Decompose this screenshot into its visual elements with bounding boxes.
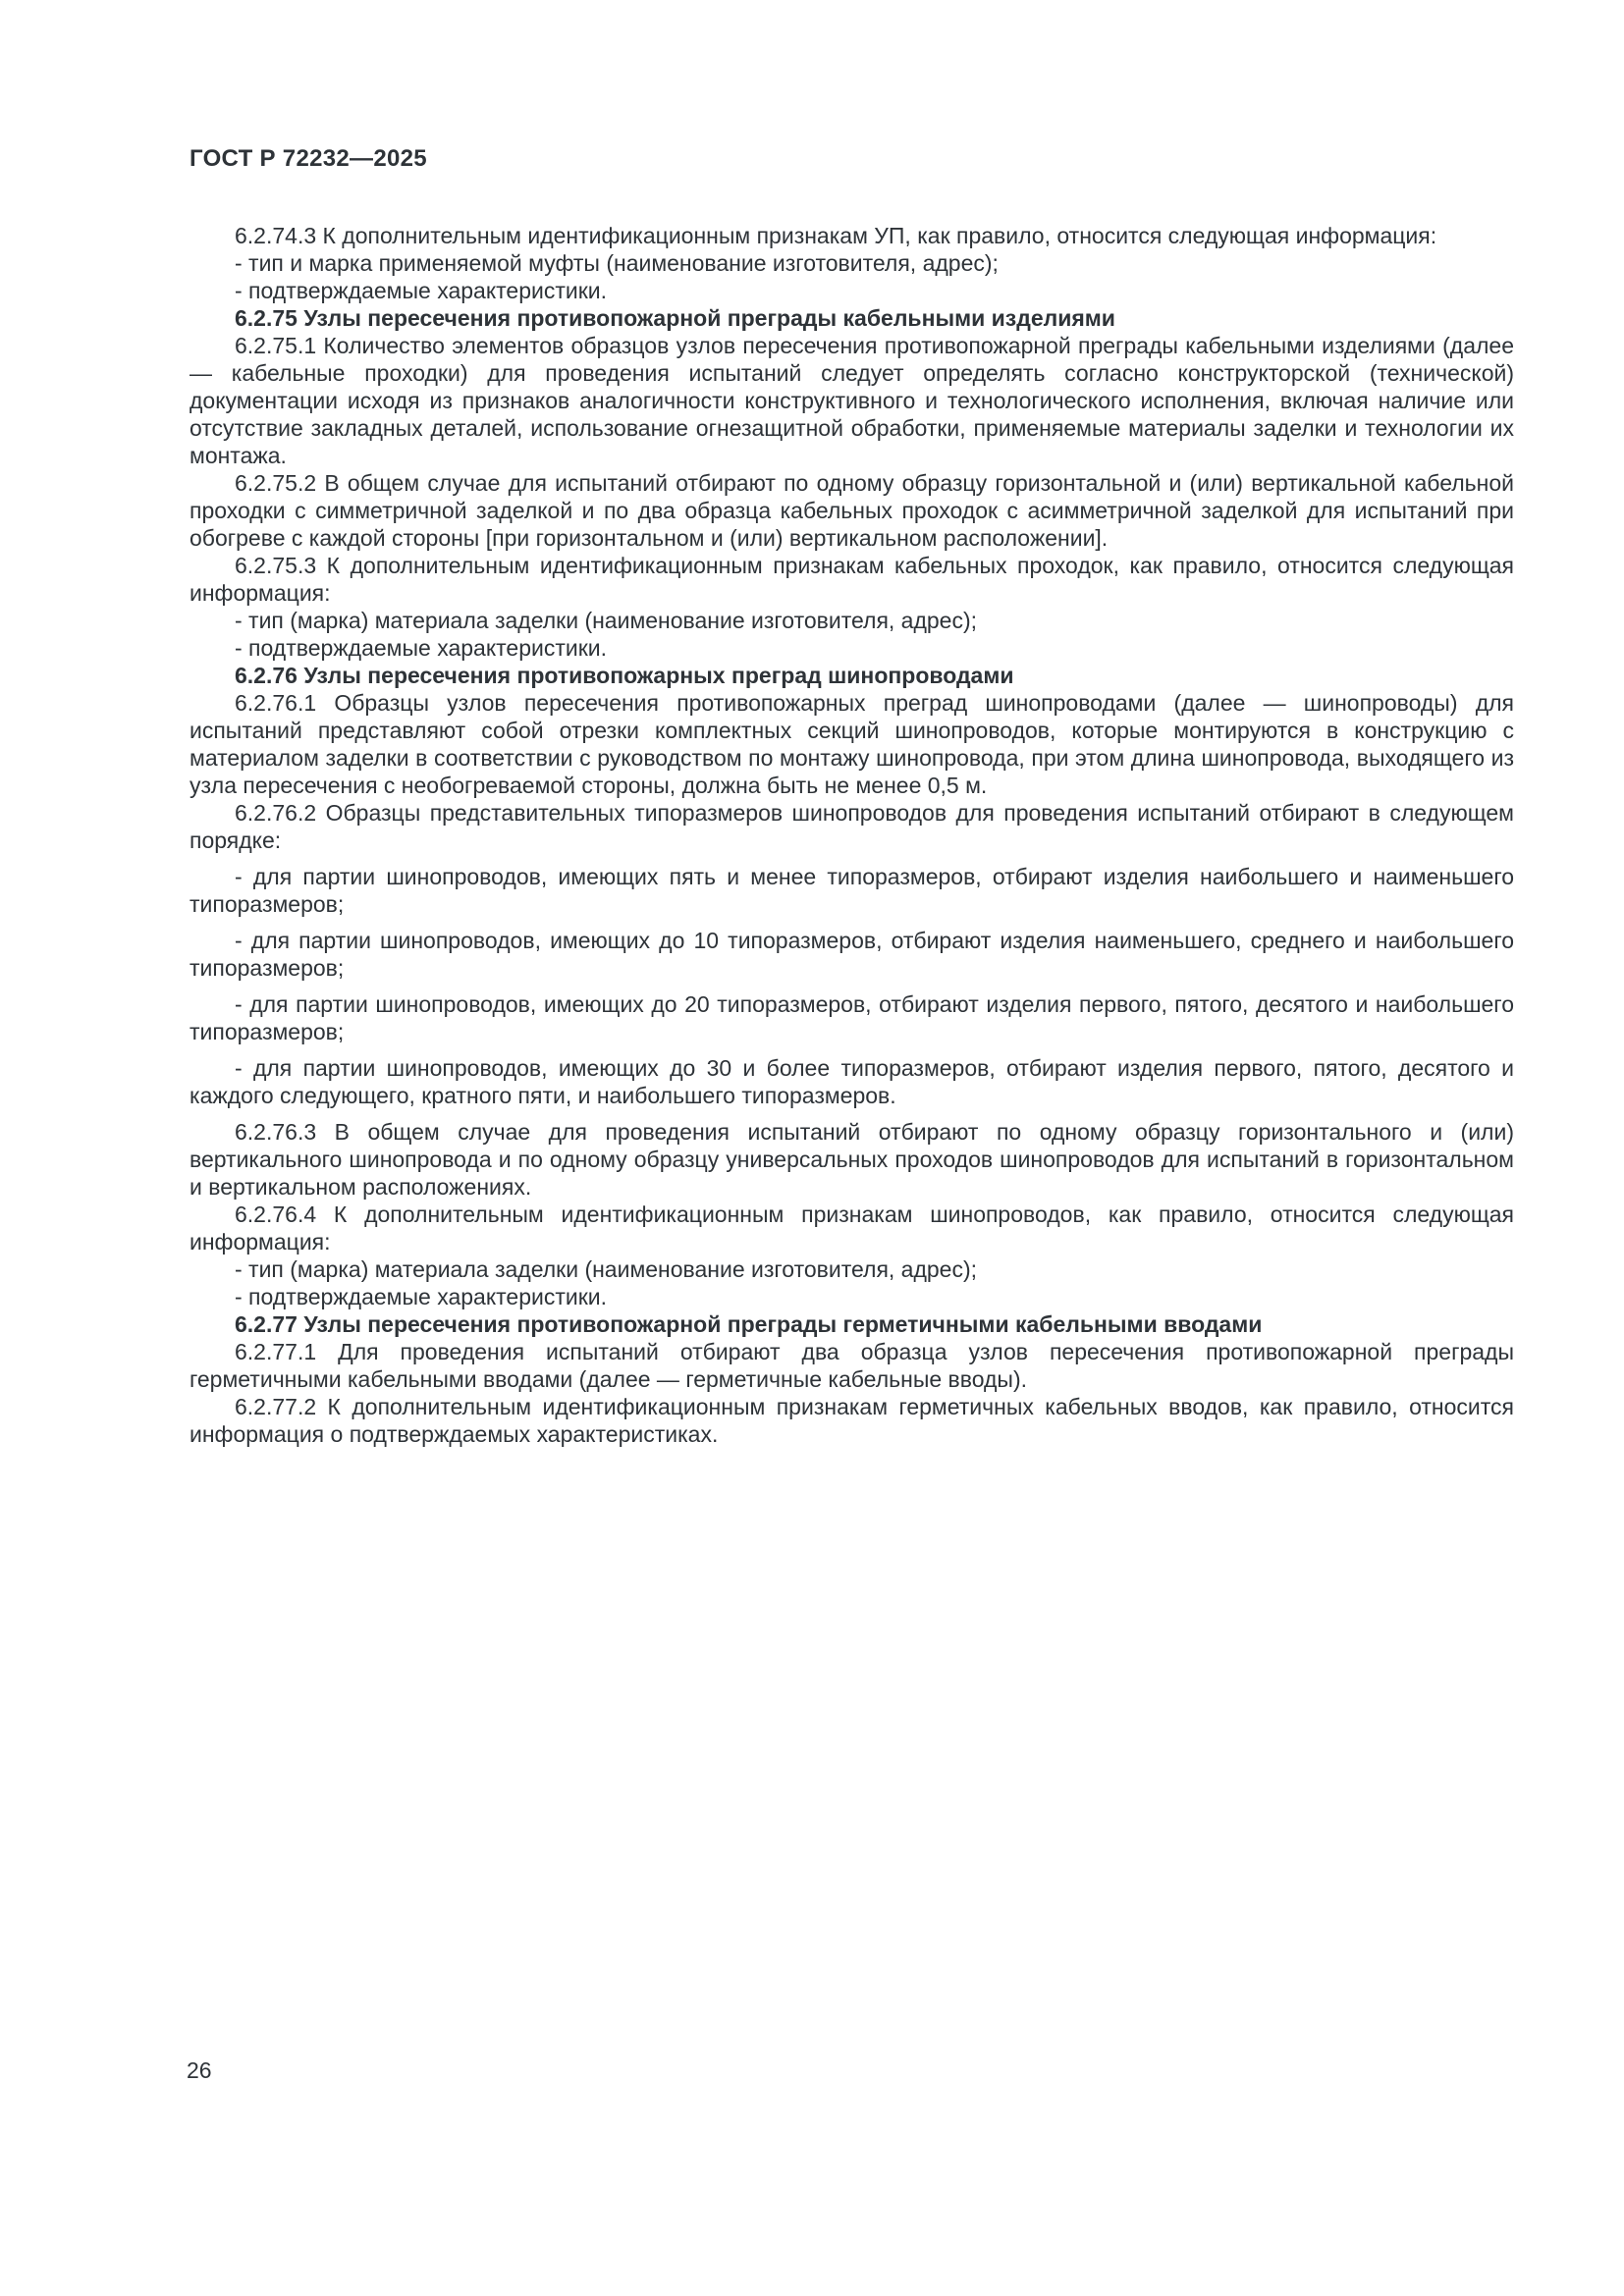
paragraph: - для партии шинопроводов, имеющих до 30 и более типоразмеров, отбирают изделия первого, пятого, десятого и каждого следующего, кратного пяти, и наибольшего типоразмеров.: [189, 1055, 1514, 1108]
document-body: [189, 222, 1514, 1448]
paragraph: 6.2.76.1 Образцы узлов пересечения противопожарных преград шинопроводами (далее — шинопроводы) для испытаний представляют собой отрезки комплектных секций шинопроводов, которые монтируются в конструкцию с материалом заделки в соответствии с руководством по монтажу шинопровода, при этом длина шинопровода, выходящего из узла пересечения с необогреваемой стороны, должна быть не менее 0,5 м.: [189, 690, 1514, 798]
page-number: 26: [187, 2057, 212, 2083]
section-heading: 6.2.76 Узлы пересечения противопожарных преград шинопроводами: [235, 663, 1014, 688]
paragraph: 6.2.75.2 В общем случае для испытаний отбирают по одному образцу горизонтальной и (или) вертикальной кабельной проходки с симметричной заделкой и по два образца кабельных проходок с асимметричной заделкой для испытаний при обогреве с каждой стороны [при горизонтальном и (или) вертикальном расположении].: [189, 470, 1514, 551]
paragraph: - для партии шинопроводов, имеющих до 20 типоразмеров, отбирают изделия первого, пятого, десятого и наибольшего типоразмеров;: [189, 991, 1514, 1044]
paragraph: 6.2.77.1 Для проведения испытаний отбирают два образца узлов пересечения противопожарной преграды герметичными кабельными вводами (далее — герметичные кабельные вводы).: [189, 1339, 1514, 1392]
paragraph: 6.2.76.4 К дополнительным идентификационным признакам шинопроводов, как правило, относится следующая информация:: [189, 1201, 1514, 1255]
standard-number: ГОСТ Р 72232—2025: [189, 145, 427, 172]
paragraph: 6.2.74.3 К дополнительным идентификационным признакам УП, как правило, относится следующая информация:: [235, 223, 1437, 248]
document-header: [189, 145, 427, 173]
section-heading: 6.2.75 Узлы пересечения противопожарной преграды кабельными изделиями: [235, 305, 1115, 331]
paragraph: - для партии шинопроводов, имеющих пять и менее типоразмеров, отбирают изделия наибольшего и наименьшего типоразмеров;: [189, 864, 1514, 917]
paragraph: - тип (марка) материала заделки (наименование изготовителя, адрес);: [235, 608, 978, 633]
paragraph: - подтверждаемые характеристики.: [235, 635, 608, 661]
paragraph: - тип (марка) материала заделки (наименование изготовителя, адрес);: [235, 1256, 978, 1282]
paragraph: 6.2.75.3 К дополнительным идентификационным признакам кабельных проходок, как правило, относится следующая информация:: [189, 553, 1514, 606]
paragraph: 6.2.76.2 Образцы представительных типоразмеров шинопроводов для проведения испытаний отбирают в следующем порядке:: [189, 800, 1514, 853]
paragraph: - подтверждаемые характеристики.: [235, 1284, 608, 1309]
paragraph: - подтверждаемые характеристики.: [235, 278, 608, 303]
paragraph: 6.2.75.1 Количество элементов образцов узлов пересечения противопожарной преграды кабельными изделиями (далее — кабельные проходки) для проведения испытаний следует определять согласно конструкторской (технической) документации исходя из признаков аналогичности конструктивного и технологического исполнения, включая наличие или отсутствие закладных деталей, использование огнезащитной обработки, применяемые материалы заделки и технологии их монтажа.: [189, 333, 1514, 468]
section-heading: 6.2.77 Узлы пересечения противопожарной преграды герметичными кабельными вводами: [235, 1311, 1263, 1337]
paragraph: 6.2.76.3 В общем случае для проведения испытаний отбирают по одному образцу горизонтального и (или) вертикального шинопровода и по одному образцу универсальных проходов шинопроводов для испытаний в горизонтальном и вертикальном расположениях.: [189, 1119, 1514, 1200]
paragraph: - для партии шинопроводов, имеющих до 10 типоразмеров, отбирают изделия наименьшего, среднего и наибольшего типоразмеров;: [189, 928, 1514, 981]
paragraph: 6.2.77.2 К дополнительным идентификационным признакам герметичных кабельных вводов, как правило, относится информация о подтверждаемых характеристиках.: [189, 1394, 1514, 1447]
paragraph: - тип и марка применяемой муфты (наименование изготовителя, адрес);: [235, 250, 999, 276]
